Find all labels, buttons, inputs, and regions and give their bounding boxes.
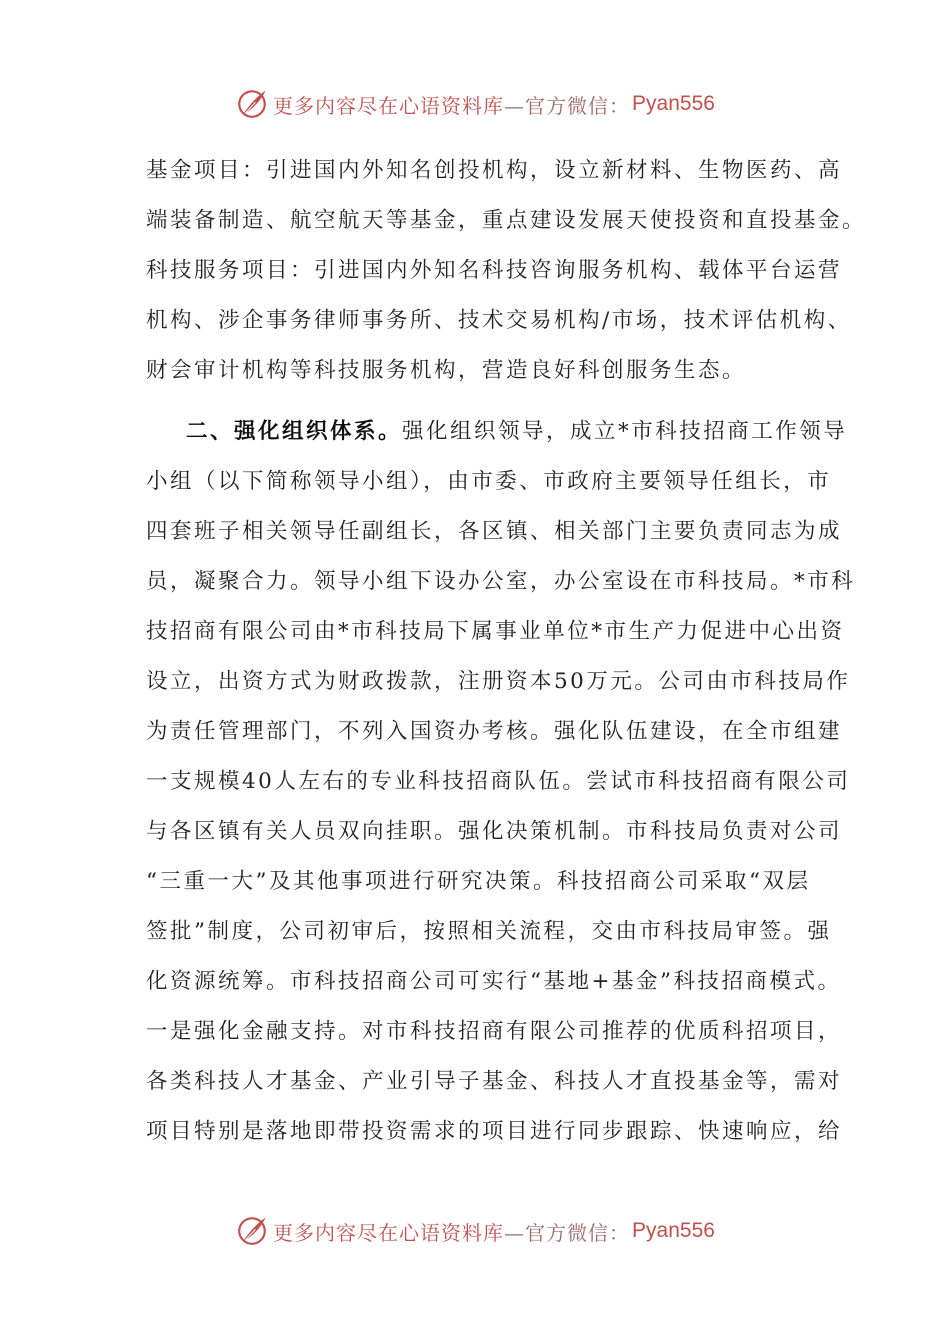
paragraph-2-line: 与各区镇有关人员双向挂职。强化决策机制。市科技局负责对公司 — [146, 819, 843, 844]
section-heading: 二、强化组织体系。 — [186, 419, 403, 444]
banner-suffix: 官方微信： — [525, 1220, 631, 1245]
paragraph-2-line: “三重一大”及其他事项进行研究决策。科技招商公司采取“双层 — [146, 869, 811, 894]
paragraph-1-line: 财会审计机构等科技服务机构，营造良好科创服务生态。 — [146, 358, 747, 383]
paragraph-2-line: 签批”制度，公司初审后，按照相关流程，交由市科技局审签。强 — [146, 919, 832, 944]
quill-logo-icon — [235, 87, 269, 121]
banner-dash: — — [504, 93, 526, 118]
banner-main-text: 更多内容尽在心语资料库 — [273, 93, 505, 118]
banner-dash: — — [504, 1220, 526, 1245]
paragraph-2-line: 各类科技人才基金、产业引导子基金、科技人才直投基金等，需对 — [146, 1069, 843, 1094]
paragraph-2-line: 四套班子相关领导任副组长，各区镇、相关部门主要负责同志为成 — [146, 519, 843, 544]
document-body — [146, 146, 867, 1157]
paragraph-2-line: 项目特别是落地即带投资需求的项目进行同步跟踪、快速响应，给 — [146, 1119, 843, 1144]
paragraph-1-line: 基金项目：引进国内外知名创投机构，设立新材料、生物医药、高 — [146, 158, 843, 183]
paragraph-2-line: 化资源统筹。市科技招商公司可实行“基地+基金”科技招商模式。 — [146, 969, 842, 994]
paragraph-2-line: 一支规模40人左右的专业科技招商队伍。尝试市科技招商有限公司 — [146, 769, 851, 794]
banner-text — [273, 90, 630, 119]
paragraph-2-line: 小组（以下简称领导小组），由市委、市政府主要领导任组长，市 — [146, 469, 832, 494]
paragraph-2-first-line — [146, 407, 848, 457]
banner-suffix: 官方微信： — [525, 93, 631, 118]
paragraph-2-line: 一是强化金融支持。对市科技招商有限公司推荐的优质科招项目， — [146, 1019, 843, 1044]
header-banner — [0, 84, 950, 124]
paragraph-2-text: 强化组织领导，成立*市科技招商工作领导 — [402, 419, 848, 444]
paragraph-2-line: 设立，出资方式为财政拨款，注册资本50万元。公司由市科技局作 — [146, 669, 851, 694]
banner-handle: Pyan556 — [632, 92, 715, 115]
paragraph-1-line: 科技服务项目：引进国内外知名科技咨询服务机构、载体平台运营 — [146, 258, 843, 283]
banner-text — [273, 1217, 630, 1246]
paragraph-1-line: 端装备制造、航空航天等基金，重点建设发展天使投资和直投基金。 — [146, 208, 867, 233]
footer-banner — [0, 1211, 950, 1251]
paragraph-2-line: 为责任管理部门，不列入国资办考核。强化队伍建设，在全市组建 — [146, 719, 843, 744]
banner-main-text: 更多内容尽在心语资料库 — [273, 1220, 505, 1245]
paragraph-2-line: 技招商有限公司由*市科技局下属事业单位*市生产力促进中心出资 — [146, 619, 845, 644]
quill-logo-icon — [235, 1214, 269, 1248]
paragraph-2-line: 员，凝聚合力。领导小组下设办公室，办公室设在市科技局。*市科 — [146, 569, 856, 594]
paragraph-1-line: 机构、涉企事务律师事务所、技术交易机构/市场，技术评估机构、 — [146, 308, 852, 333]
banner-handle: Pyan556 — [632, 1219, 715, 1242]
